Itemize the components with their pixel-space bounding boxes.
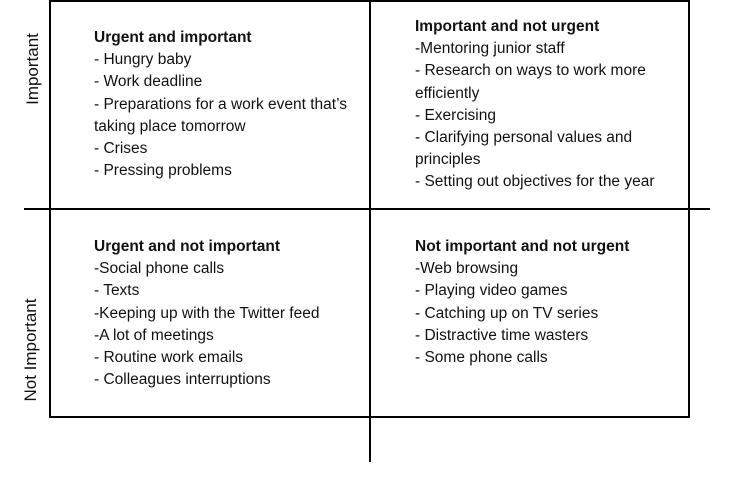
list-item: - Exercising: [415, 106, 496, 124]
list-item: - Routine work emails: [94, 349, 244, 367]
axis-label-not-important: Not Important: [21, 298, 40, 402]
list-item: -Social phone calls: [94, 260, 225, 278]
list-item: -Mentoring junior staff: [415, 40, 565, 58]
quadrant-important-not-urgent: [415, 16, 685, 194]
quadrant-urgent-not-important: [94, 236, 356, 391]
list-item: - Work deadline: [94, 73, 203, 91]
list-item: - Clarifying personal values and principles: [415, 129, 633, 169]
list-item: - Colleagues interruptions: [94, 371, 271, 389]
list-item: -Web browsing: [415, 260, 519, 278]
list-item: - Setting out objectives for the year: [415, 173, 655, 191]
horizontal-divider: [24, 208, 710, 210]
list-item: - Hungry baby: [94, 51, 192, 69]
list-item: - Catching up on TV series: [415, 304, 599, 322]
list-item: - Pressing problems: [94, 162, 232, 180]
list-item: - Distractive time wasters: [415, 326, 589, 344]
quadrant-title: Important and not urgent: [415, 18, 600, 35]
vertical-divider: [369, 0, 371, 462]
quadrant-title: Urgent and important: [94, 29, 252, 46]
quadrant-title: Urgent and not important: [94, 238, 280, 255]
list-item: - Crises: [94, 140, 148, 158]
list-item: - Texts: [94, 282, 140, 300]
list-item: -Keeping up with the Twitter feed: [94, 304, 320, 322]
list-item: - Research on ways to work more efficiently: [415, 62, 646, 102]
list-item: - Preparations for a work event that’s taking place tomorrow: [94, 95, 348, 135]
quadrant-urgent-important: [94, 27, 356, 182]
axis-label-important: Important: [23, 33, 42, 105]
list-item: -A lot of meetings: [94, 326, 214, 344]
quadrant-not-important-not-urgent: [415, 236, 685, 369]
list-item: - Some phone calls: [415, 349, 548, 367]
quadrant-title: Not important and not urgent: [415, 238, 630, 255]
list-item: - Playing video games: [415, 282, 568, 300]
